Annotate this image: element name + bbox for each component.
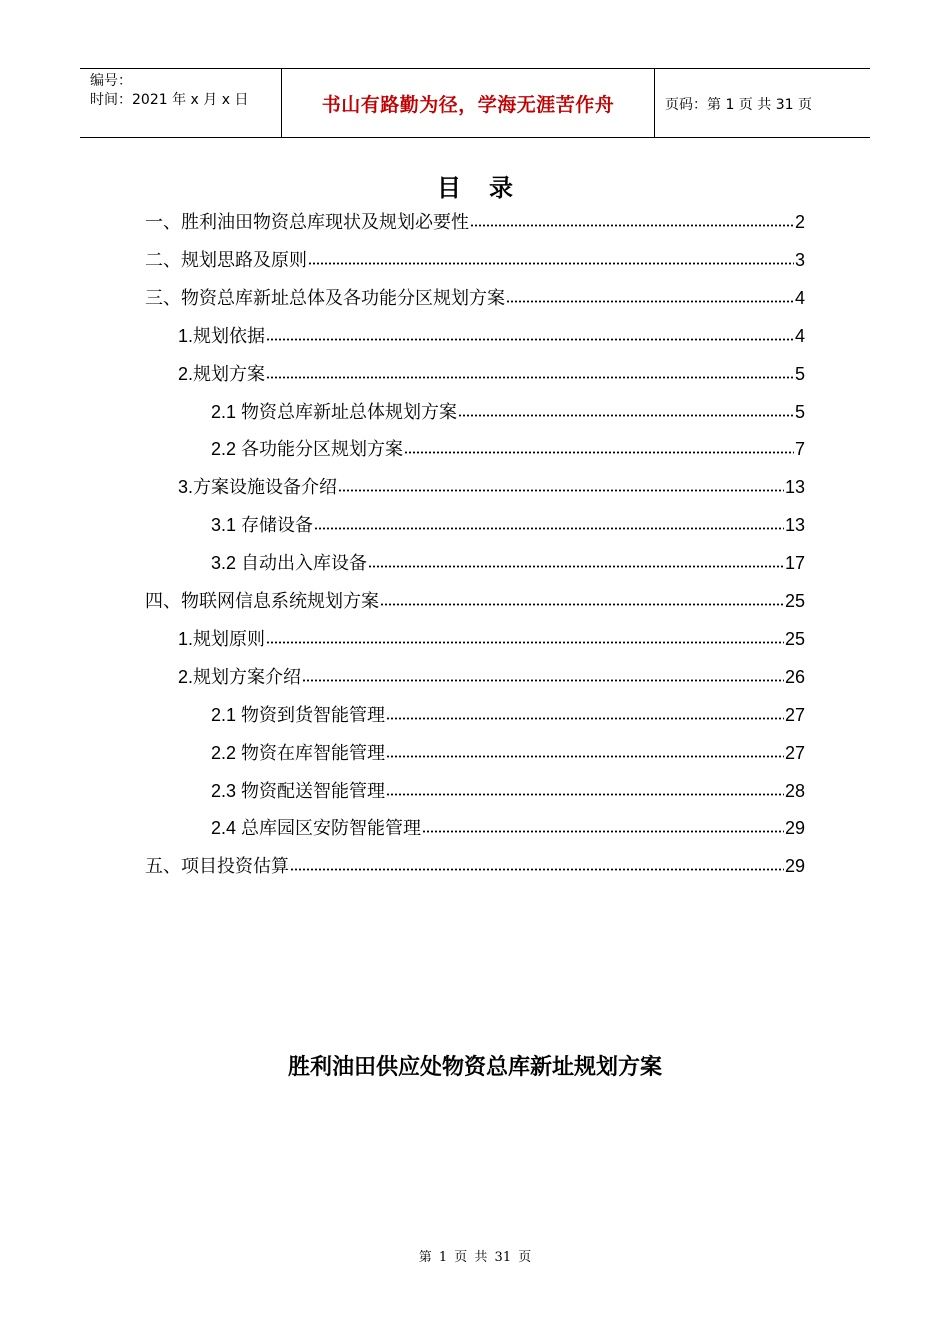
toc-entry-label: 2.4 总库园区安防智能管理 [211,818,422,839]
toc-dot-leader [386,779,784,797]
toc-entry[interactable] [211,701,805,727]
toc-entry-label: 2.1 物资到货智能管理 [211,704,386,725]
toc-entry-page-number: 4 [794,325,805,346]
toc-entry-label: 3.方案设施设备介绍 [178,477,338,498]
toc-entry[interactable] [178,625,805,651]
toc-entry-label: 2.规划方案 [178,363,266,384]
toc-dot-leader [422,816,784,834]
toc-dot-leader [266,362,794,380]
toc-entry-page-number: 25 [784,628,805,649]
toc-dot-leader [386,741,784,759]
toc-dot-leader [314,513,784,531]
toc-entry-page-number: 25 [784,591,805,611]
toc-dot-leader [290,854,784,872]
toc-entry-label: 2.2 各功能分区规划方案 [211,439,404,460]
toc-entry-label: 三、物资总库新址总体及各功能分区规划方案 [145,287,505,308]
toc-entry[interactable] [211,814,805,840]
toc-entry-page-number: 26 [784,666,805,687]
toc-entry[interactable] [178,360,805,386]
toc-dot-leader [266,627,784,645]
toc-entry-page-number: 4 [794,287,805,308]
toc-entry[interactable] [211,739,805,765]
toc-entry-page-number: 27 [784,704,805,725]
toc-dot-leader [266,324,794,342]
toc-dot-leader [506,286,794,304]
toc-entry-page-number: 27 [784,742,805,763]
document-title: 胜利油田供应处物资总库新址规划方案 [287,1055,662,1080]
toc-entry-page-number: 2 [794,212,805,232]
toc-entry-label: 2.规划方案介绍 [178,666,302,687]
toc-entry-page-number: 28 [784,780,805,801]
toc-entry[interactable] [145,208,805,234]
toc-entry-label: 2.2 物资在库智能管理 [211,742,386,763]
toc-dot-leader [368,551,784,569]
toc-entry-page-number: 5 [794,363,805,384]
toc-dot-leader [338,475,784,493]
toc-dot-leader [470,210,794,228]
toc-entry-label: 二、规划思路及原则 [145,249,307,270]
toc-entry[interactable] [145,587,805,613]
toc-dot-leader [458,400,794,418]
toc-entry-label: 五、项目投资估算 [145,856,289,877]
toc-title: 目录 [437,174,541,202]
header-number-label: 编号： [90,73,132,89]
toc-dot-leader [404,437,794,455]
toc-entry-label: 2.3 物资配送智能管理 [211,780,386,801]
toc-dot-leader [386,703,784,721]
header-motto: 书山有路勤为径，学海无涯苦作舟 [321,94,615,116]
toc-entry-page-number: 17 [784,553,805,574]
header-page-info: 页码：第 1 页 共 31 页 [665,97,812,113]
toc-entry-page-number: 7 [794,439,805,460]
toc-entry[interactable] [211,435,805,461]
toc-entry-label: 2.1 物资总库新址总体规划方案 [211,401,458,422]
toc-entry[interactable] [211,511,805,537]
toc-entry-page-number: 13 [784,477,805,498]
page-footer: 第 1 页 共 31 页 [418,1250,532,1265]
toc-entry[interactable] [211,777,805,803]
toc-entry-label: 一、胜利油田物资总库现状及规划必要性 [145,212,469,232]
toc-entry[interactable] [145,284,805,310]
header-time-label: 时间：2021 年 x 月 x 日 [90,92,249,108]
toc-entry[interactable] [178,322,805,348]
toc-entry-label: 1.规划原则 [178,628,266,649]
toc-entry[interactable] [211,398,805,424]
toc-entry-label: 1.规划依据 [178,325,266,346]
toc-entry-page-number: 29 [784,818,805,839]
toc-entry-page-number: 5 [794,401,805,422]
toc-entry[interactable] [178,473,805,499]
toc-entry[interactable] [145,246,805,272]
toc-dot-leader [308,248,794,266]
toc-entry[interactable] [178,663,805,689]
toc-dot-leader [302,665,784,683]
toc-dot-leader [380,589,784,607]
toc-entry-page-number: 3 [794,249,805,270]
toc-entry[interactable] [211,549,805,575]
toc-entry-label: 3.2 自动出入库设备 [211,553,368,574]
toc-entry-label: 3.1 存储设备 [211,515,314,536]
toc-entry-page-number: 13 [784,515,805,536]
toc-entry[interactable] [145,852,805,878]
toc-entry-label: 四、物联网信息系统规划方案 [145,591,379,611]
toc-entry-page-number: 29 [784,856,805,877]
